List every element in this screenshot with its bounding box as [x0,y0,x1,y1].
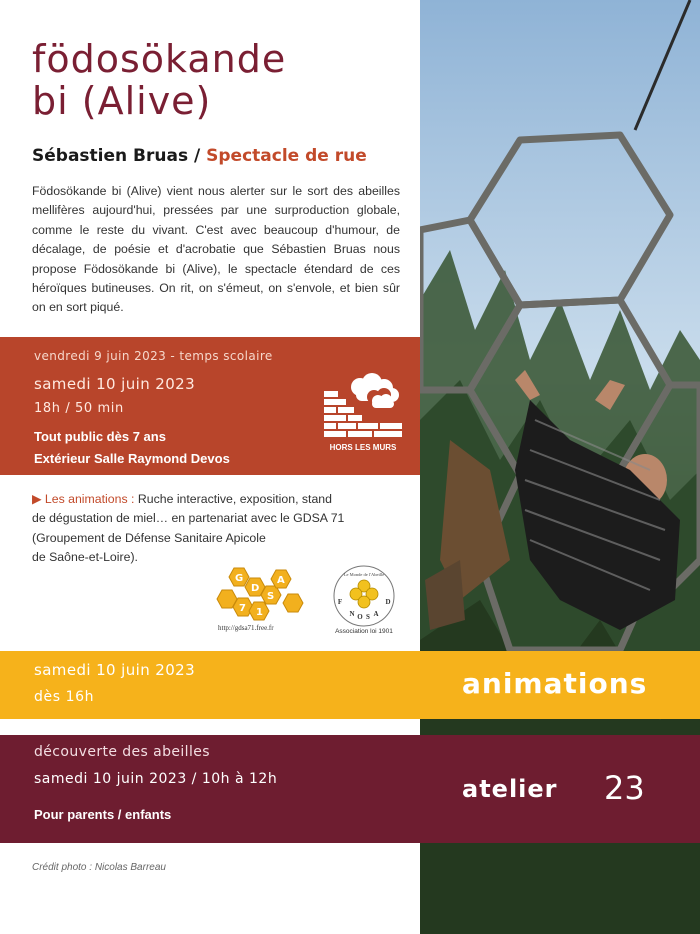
venue: Extérieur Salle Raymond Devos [34,451,230,466]
fnosad-letter-o: O [357,613,363,621]
hors-les-murs-badge [322,373,404,459]
fnosad-letter-a: A [373,610,379,618]
atelier-band [0,735,700,843]
play-arrow-icon: ▶ [32,492,42,506]
show-time: 18h / 50 min [34,401,124,416]
atelier-audience: Pour parents / enfants [34,807,172,822]
schedule-band [0,337,420,475]
atelier-date-time: samedi 10 juin 2023 / 10h à 12h [34,771,278,787]
event-subtitle [32,146,367,166]
animations-line-4: de Saône-et-Loire). [32,550,138,565]
page-number: 23 [604,769,645,807]
animations-note [32,490,402,568]
gdsa-url: http://gdsa71.free.fr [218,624,274,632]
audience: Tout public dès 7 ans [34,429,166,444]
hors-les-murs-label: HORS LES MURS [329,443,397,452]
fnosad-letter-s: S [366,613,370,621]
animations-date: samedi 10 juin 2023 [34,661,196,679]
animations-line-1: Ruche interactive, exposition, stand [137,492,332,506]
atelier-topic: découverte des abeilles [34,744,210,760]
event-title [32,38,412,122]
subtitle-separator: / [194,146,201,166]
gdsa-letter-a: A [277,575,285,586]
animations-line-3: (Groupement de Défense Sanitaire Apicole [32,530,266,545]
public-date: samedi 10 juin 2023 [34,375,196,393]
event-genre: Spectacle de rue [206,146,367,166]
animations-lead: Les animations : [44,492,135,506]
artist-name: Sébastien Bruas [32,146,189,166]
fnosad-top: Le Monde de l'Abeille [343,572,385,577]
photo-credit: Crédit photo : Nicolas Barreau [32,862,166,873]
fnosad-letter-f: F [337,598,343,606]
animations-time: dès 16h [34,689,95,705]
gdsa-letter-s: S [267,591,275,602]
title-line-2: bi (Alive) [32,79,212,123]
wall-cloud-icon [322,373,404,443]
school-session: vendredi 9 juin 2023 - temps scolaire [34,349,273,363]
gdsa-digit-7: 7 [239,603,246,614]
animations-band [0,651,700,719]
animations-tag: animations [462,667,648,700]
fnosad-letter-n: N [349,610,355,618]
gdsa-letter-g: G [235,573,244,584]
atelier-tag: atelier [462,775,558,803]
fnosad-caption: Association loi 1901 [335,628,393,635]
animations-line-2: de dégustation de miel… en partenariat avec le GDSA 71 [32,511,345,526]
gdsa-digit-1: 1 [256,607,263,618]
fnosad-logo [326,564,402,640]
fnosad-letter-d: D [385,598,391,606]
gdsa71-logo [214,566,306,638]
event-description: Födosökande bi (Alive) vient nous alerter sur le sort des abeilles mellifères aujourd'hui, pressées par une surproduction globale, comme le reste du vivant. C'est avec beaucoup d'humour, de décalage, de poésie et d'acrobatie que Sébastien Bruas nous propose Födosökande bi (Alive), le spectacle étendard de ces héroïques butineuses. On rit, on s'émeut, on s'envole, et bien sûr on en sort piqué. [32,184,400,315]
title-line-1: födosökande [32,37,287,81]
gdsa-letter-d: D [251,583,260,594]
